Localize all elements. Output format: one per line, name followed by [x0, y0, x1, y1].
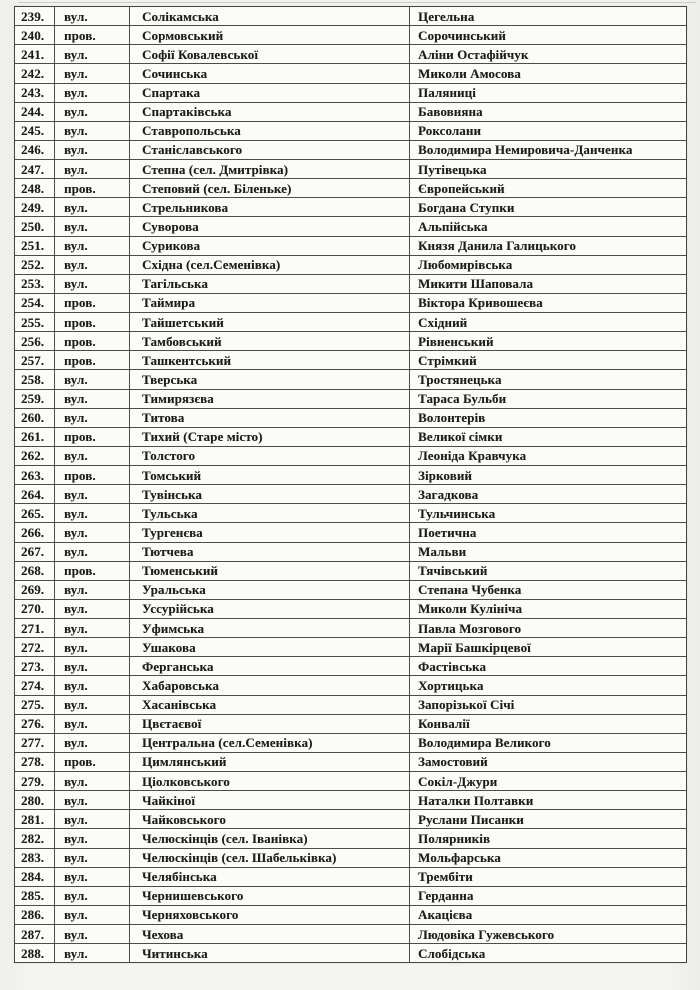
row-number: 240.: [21, 27, 45, 43]
street-type: пров.: [54, 179, 129, 197]
old-street-name: Софії Ковалевської: [129, 45, 409, 63]
new-street-name: Конвалії: [409, 715, 686, 733]
row-number: 249.: [21, 199, 45, 215]
old-street-name: Тагільська: [129, 275, 409, 293]
row-number: 270.: [21, 601, 45, 617]
table-row: [15, 522, 686, 541]
street-type: вул.: [54, 256, 129, 274]
street-type: пров.: [54, 466, 129, 484]
table-row: [15, 790, 686, 809]
old-street-name: Чернишевського: [129, 887, 409, 905]
street-type: вул.: [54, 791, 129, 809]
row-number: 251.: [21, 238, 45, 254]
new-street-name: Мальви: [409, 543, 686, 561]
old-street-name: Суворова: [129, 217, 409, 235]
table-row: [15, 44, 686, 63]
old-street-name: Тайшетський: [129, 313, 409, 331]
new-street-name: Путівецька: [409, 160, 686, 178]
new-street-name: Миколи Амосова: [409, 64, 686, 82]
street-type: вул.: [54, 657, 129, 675]
table-row: [15, 503, 686, 522]
street-type: вул.: [54, 84, 129, 102]
old-street-name: Челюскінців (сел. Іванівка): [129, 829, 409, 847]
row-number: 254.: [21, 295, 45, 311]
street-type: вул.: [54, 141, 129, 159]
row-number: 272.: [21, 639, 45, 655]
row-number: 282.: [21, 830, 45, 846]
table-row: [15, 389, 686, 408]
new-street-name: Запорізької Січі: [409, 696, 686, 714]
row-number: 278.: [21, 754, 45, 770]
street-type: пров.: [54, 428, 129, 446]
old-street-name: Ферганська: [129, 657, 409, 675]
new-street-name: Сорочинський: [409, 26, 686, 44]
new-street-name: Великої сімки: [409, 428, 686, 446]
street-type: вул.: [54, 447, 129, 465]
row-number: 285.: [21, 888, 45, 904]
old-street-name: Центральна (сел.Семенівка): [129, 734, 409, 752]
new-street-name: Поетична: [409, 523, 686, 541]
street-type: вул.: [54, 198, 129, 216]
old-street-name: Уральська: [129, 581, 409, 599]
new-street-name: Фастівська: [409, 657, 686, 675]
table-row: [15, 714, 686, 733]
table-row: [15, 886, 686, 905]
table-row: [15, 7, 686, 25]
table-row: [15, 140, 686, 159]
table-row: [15, 63, 686, 82]
row-number: 253.: [21, 276, 45, 292]
row-number: 247.: [21, 161, 45, 177]
new-street-name: Зірковий: [409, 466, 686, 484]
street-type: вул.: [54, 103, 129, 121]
old-street-name: Черняховського: [129, 906, 409, 924]
new-street-name: Тараса Бульби: [409, 390, 686, 408]
new-street-name: Європейський: [409, 179, 686, 197]
street-type: вул.: [54, 638, 129, 656]
old-street-name: Тамбовський: [129, 332, 409, 350]
street-type: пров.: [54, 294, 129, 312]
old-street-name: Цвєтаєвої: [129, 715, 409, 733]
row-number: 256.: [21, 333, 45, 349]
table-row: [15, 465, 686, 484]
street-type: вул.: [54, 696, 129, 714]
street-type: пров.: [54, 753, 129, 771]
row-number: 267.: [21, 544, 45, 560]
table-row: [15, 580, 686, 599]
street-type: вул.: [54, 523, 129, 541]
row-number: 244.: [21, 104, 45, 120]
new-street-name: Роксолани: [409, 122, 686, 140]
old-street-name: Томський: [129, 466, 409, 484]
table-row: [15, 867, 686, 886]
old-street-name: Станіславського: [129, 141, 409, 159]
old-street-name: Солікамська: [129, 7, 409, 25]
new-street-name: Альпійська: [409, 217, 686, 235]
table-row: [15, 427, 686, 446]
street-type: вул.: [54, 504, 129, 522]
row-number: 255.: [21, 314, 45, 330]
table-row: [15, 905, 686, 924]
street-type: вул.: [54, 810, 129, 828]
old-street-name: Тульська: [129, 504, 409, 522]
street-type: вул.: [54, 485, 129, 503]
row-number: 248.: [21, 180, 45, 196]
new-street-name: Любомирівська: [409, 256, 686, 274]
row-number: 273.: [21, 658, 45, 674]
new-street-name: Віктора Кривошеєва: [409, 294, 686, 312]
table-row: [15, 121, 686, 140]
new-street-name: Полярників: [409, 829, 686, 847]
table-row: [15, 446, 686, 465]
table-row: [15, 828, 686, 847]
table-row: [15, 618, 686, 637]
street-type: пров.: [54, 313, 129, 331]
street-type: пров.: [54, 26, 129, 44]
table-row: [15, 178, 686, 197]
row-number: 241.: [21, 46, 45, 62]
table-row: [15, 312, 686, 331]
table-row: [15, 675, 686, 694]
row-number: 275.: [21, 697, 45, 713]
old-street-name: Тверська: [129, 370, 409, 388]
row-number: 257.: [21, 352, 45, 368]
new-street-name: Бавовняна: [409, 103, 686, 121]
table-row: [15, 369, 686, 388]
old-street-name: Челюскінців (сел. Шабельківка): [129, 849, 409, 867]
new-street-name: Павла Мозгового: [409, 619, 686, 637]
street-type: вул.: [54, 160, 129, 178]
street-type: вул.: [54, 370, 129, 388]
street-type: вул.: [54, 868, 129, 886]
row-number: 264.: [21, 486, 45, 502]
old-street-name: Тихий (Старе місто): [129, 428, 409, 446]
table-row: [15, 484, 686, 503]
old-street-name: Сурикова: [129, 237, 409, 255]
row-number: 288.: [21, 945, 45, 961]
table-row: [15, 542, 686, 561]
table-row: [15, 102, 686, 121]
old-street-name: Хасанівська: [129, 696, 409, 714]
new-street-name: Загадкова: [409, 485, 686, 503]
new-street-name: Аліни Остафійчук: [409, 45, 686, 63]
row-number: 260.: [21, 410, 45, 426]
new-street-name: Людовіка Гужевського: [409, 925, 686, 943]
old-street-name: Спартака: [129, 84, 409, 102]
street-type: вул.: [54, 925, 129, 943]
street-type: вул.: [54, 581, 129, 599]
new-street-name: Трембіти: [409, 868, 686, 886]
street-type: вул.: [54, 237, 129, 255]
old-street-name: Титова: [129, 409, 409, 427]
row-number: 263.: [21, 467, 45, 483]
table-row: [15, 733, 686, 752]
table-row: [15, 848, 686, 867]
old-street-name: Читинська: [129, 944, 409, 962]
new-street-name: Леоніда Кравчука: [409, 447, 686, 465]
new-street-name: Тростянецька: [409, 370, 686, 388]
table-row: [15, 331, 686, 350]
new-street-name: Замостовий: [409, 753, 686, 771]
table-row: [15, 293, 686, 312]
old-street-name: Ушакова: [129, 638, 409, 656]
new-street-name: Тульчинська: [409, 504, 686, 522]
new-street-name: Рівненський: [409, 332, 686, 350]
old-street-name: Челябінська: [129, 868, 409, 886]
row-number: 243.: [21, 85, 45, 101]
street-type: вул.: [54, 64, 129, 82]
old-street-name: Хабаровська: [129, 676, 409, 694]
row-number: 279.: [21, 773, 45, 789]
new-street-name: Мольфарська: [409, 849, 686, 867]
street-type: вул.: [54, 734, 129, 752]
row-number: 281.: [21, 811, 45, 827]
row-number: 283.: [21, 850, 45, 866]
new-street-name: Стрімкий: [409, 351, 686, 369]
old-street-name: Тургенєва: [129, 523, 409, 541]
new-street-name: Князя Данила Галицького: [409, 237, 686, 255]
old-street-name: Уссурійська: [129, 600, 409, 618]
row-number: 239.: [21, 8, 45, 24]
old-street-name: Сочинська: [129, 64, 409, 82]
new-street-name: Миколи Кулініча: [409, 600, 686, 618]
table-row: [15, 695, 686, 714]
new-street-name: Паляниці: [409, 84, 686, 102]
row-number: 245.: [21, 123, 45, 139]
table-row: [15, 255, 686, 274]
row-number: 268.: [21, 563, 45, 579]
old-street-name: Толстого: [129, 447, 409, 465]
table-row: [15, 236, 686, 255]
table-row: [15, 83, 686, 102]
old-street-name: Східна (сел.Семенівка): [129, 256, 409, 274]
table-row: [15, 216, 686, 235]
new-street-name: Акацієва: [409, 906, 686, 924]
row-number: 246.: [21, 142, 45, 158]
row-number: 261.: [21, 429, 45, 445]
street-type: вул.: [54, 217, 129, 235]
row-number: 280.: [21, 792, 45, 808]
old-street-name: Тютчева: [129, 543, 409, 561]
table-row: [15, 408, 686, 427]
new-street-name: Марії Башкірцевої: [409, 638, 686, 656]
street-type: пров.: [54, 562, 129, 580]
old-street-name: Чайкіної: [129, 791, 409, 809]
street-type: вул.: [54, 772, 129, 790]
old-street-name: Тюменський: [129, 562, 409, 580]
new-street-name: Володимира Великого: [409, 734, 686, 752]
scan-artifact-line: [18, 2, 696, 3]
street-type: вул.: [54, 887, 129, 905]
street-type: вул.: [54, 543, 129, 561]
new-street-name: Микити Шаповала: [409, 275, 686, 293]
old-street-name: Ціолковського: [129, 772, 409, 790]
row-number: 262.: [21, 448, 45, 464]
street-renaming-table: [14, 6, 687, 963]
new-street-name: Степана Чубенка: [409, 581, 686, 599]
row-number: 287.: [21, 926, 45, 942]
new-street-name: Герданна: [409, 887, 686, 905]
row-number: 271.: [21, 620, 45, 636]
new-street-name: Хортицька: [409, 676, 686, 694]
old-street-name: Стрельникова: [129, 198, 409, 216]
table-row: [15, 809, 686, 828]
street-type: вул.: [54, 600, 129, 618]
table-row: [15, 159, 686, 178]
street-type: вул.: [54, 849, 129, 867]
old-street-name: Сормовський: [129, 26, 409, 44]
old-street-name: Чехова: [129, 925, 409, 943]
table-row: [15, 25, 686, 44]
old-street-name: Ташкентський: [129, 351, 409, 369]
row-number: 259.: [21, 391, 45, 407]
new-street-name: Слобідська: [409, 944, 686, 962]
row-number: 277.: [21, 735, 45, 751]
new-street-name: Сокіл-Джури: [409, 772, 686, 790]
new-street-name: Наталки Полтавки: [409, 791, 686, 809]
table-row: [15, 656, 686, 675]
row-number: 242.: [21, 65, 45, 81]
table-row: [15, 599, 686, 618]
row-number: 265.: [21, 505, 45, 521]
old-street-name: Тимирязєва: [129, 390, 409, 408]
row-number: 258.: [21, 371, 45, 387]
street-type: вул.: [54, 829, 129, 847]
row-number: 269.: [21, 582, 45, 598]
row-number: 274.: [21, 677, 45, 693]
row-number: 266.: [21, 524, 45, 540]
table-row: [15, 274, 686, 293]
street-type: вул.: [54, 390, 129, 408]
street-type: пров.: [54, 351, 129, 369]
new-street-name: Богдана Ступки: [409, 198, 686, 216]
table-row: [15, 771, 686, 790]
row-number: 284.: [21, 869, 45, 885]
new-street-name: Східний: [409, 313, 686, 331]
new-street-name: Волонтерів: [409, 409, 686, 427]
table-row: [15, 197, 686, 216]
table-row: [15, 637, 686, 656]
street-type: вул.: [54, 275, 129, 293]
table-row: [15, 924, 686, 943]
new-street-name: Тячівський: [409, 562, 686, 580]
street-type: вул.: [54, 122, 129, 140]
table-row: [15, 561, 686, 580]
old-street-name: Уфимська: [129, 619, 409, 637]
old-street-name: Спартаківська: [129, 103, 409, 121]
street-type: вул.: [54, 619, 129, 637]
table-row: [15, 350, 686, 369]
row-number: 276.: [21, 716, 45, 732]
street-type: вул.: [54, 409, 129, 427]
old-street-name: Таймира: [129, 294, 409, 312]
street-type: вул.: [54, 676, 129, 694]
street-type: вул.: [54, 906, 129, 924]
street-type: вул.: [54, 45, 129, 63]
new-street-name: Цегельна: [409, 7, 686, 25]
street-type: пров.: [54, 332, 129, 350]
old-street-name: Степна (сел. Дмитрівка): [129, 160, 409, 178]
new-street-name: Володимира Немировича-Данченка: [409, 141, 686, 159]
street-type: вул.: [54, 715, 129, 733]
new-street-name: Руслани Писанки: [409, 810, 686, 828]
street-type: вул.: [54, 7, 129, 25]
table-row: [15, 943, 686, 962]
row-number: 252.: [21, 257, 45, 273]
old-street-name: Степовий (сел. Біленьке): [129, 179, 409, 197]
old-street-name: Цимлянський: [129, 753, 409, 771]
table-row: [15, 752, 686, 771]
street-type: вул.: [54, 944, 129, 962]
row-number: 286.: [21, 907, 45, 923]
row-number: 250.: [21, 218, 45, 234]
old-street-name: Чайковського: [129, 810, 409, 828]
old-street-name: Ставропольська: [129, 122, 409, 140]
old-street-name: Тувінська: [129, 485, 409, 503]
